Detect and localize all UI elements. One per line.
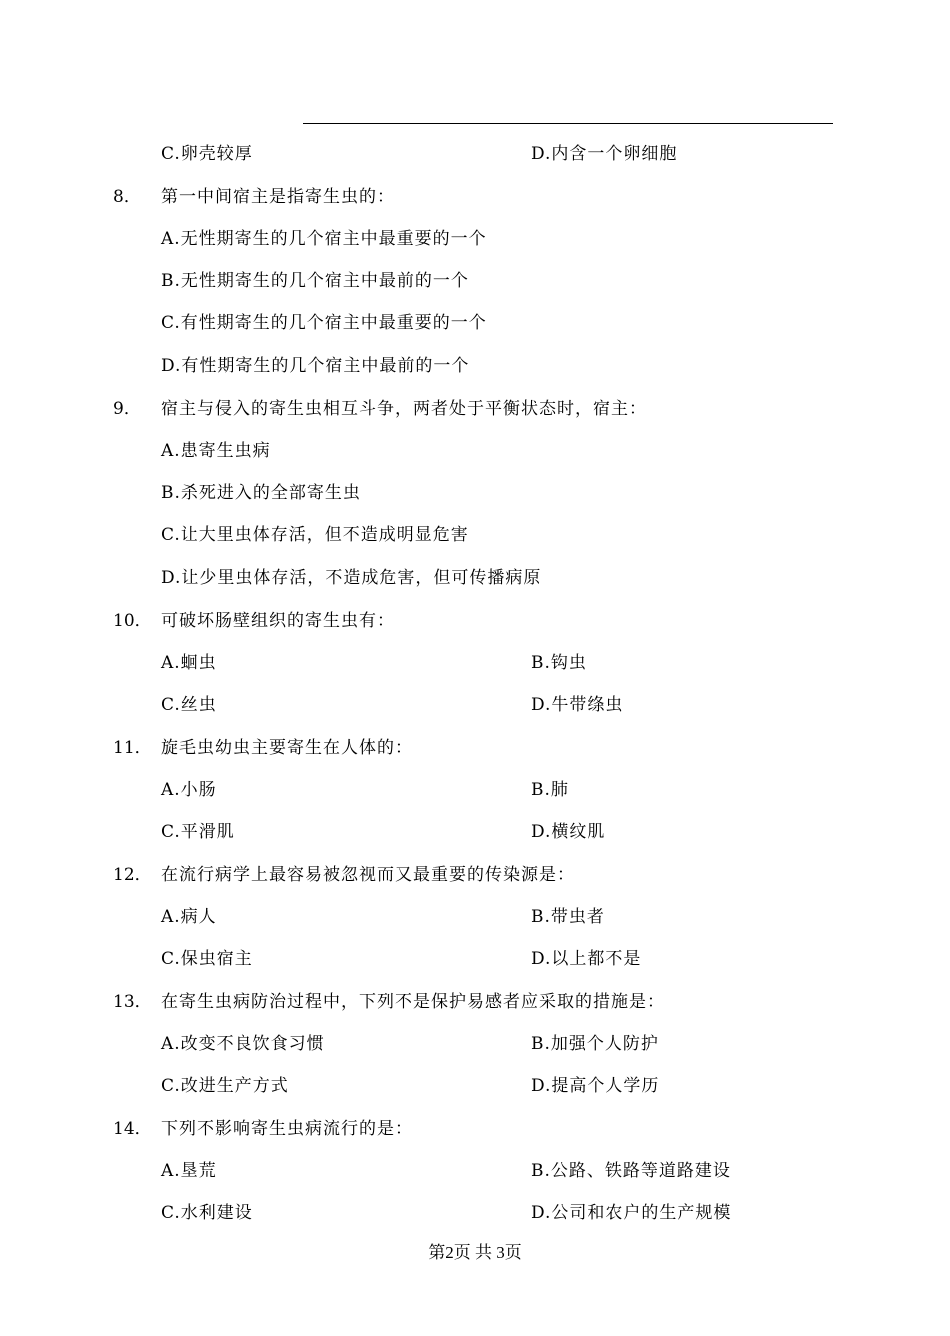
q11-stem: 旋毛虫幼虫主要寄生在人体的： bbox=[161, 738, 413, 758]
q7-option-d: D.内含一个卵细胞 bbox=[531, 144, 678, 164]
q10-number: 10． bbox=[113, 611, 152, 631]
q12-number: 12． bbox=[113, 865, 152, 885]
q14-option-a: A.垦荒 bbox=[161, 1161, 217, 1181]
q13-stem: 在寄生虫病防治过程中，下列不是保护易感者应采取的措施是： bbox=[161, 992, 665, 1012]
q14-option-c: C.水利建设 bbox=[161, 1203, 253, 1223]
q11-option-d: D.横纹肌 bbox=[531, 822, 606, 842]
page-footer: 第2页 共 3页 bbox=[428, 1243, 522, 1262]
q8-option-a: A.无性期寄生的几个宿主中最重要的一个 bbox=[161, 229, 487, 249]
q9-option-a: A.患寄生虫病 bbox=[161, 441, 271, 461]
q12-option-d: D.以上都不是 bbox=[531, 949, 642, 969]
q11-option-b: B.肺 bbox=[531, 780, 569, 800]
q11-option-a: A.小肠 bbox=[161, 780, 217, 800]
q14-option-b: B.公路、铁路等道路建设 bbox=[531, 1161, 731, 1181]
q10-stem: 可破坏肠壁组织的寄生虫有： bbox=[161, 611, 395, 631]
q13-option-d: D.提高个人学历 bbox=[531, 1076, 660, 1096]
q12-option-b: B.带虫者 bbox=[531, 907, 605, 927]
q8-number: 8． bbox=[113, 187, 141, 207]
q8-stem: 第一中间宿主是指寄生虫的： bbox=[161, 187, 395, 207]
q7-option-c: C.卵壳较厚 bbox=[161, 144, 253, 164]
q13-option-c: C.改进生产方式 bbox=[161, 1076, 289, 1096]
q9-option-b: B.杀死进入的全部寄生虫 bbox=[161, 483, 361, 503]
q12-option-a: A.病人 bbox=[161, 907, 217, 927]
q11-number: 11． bbox=[113, 738, 152, 758]
q11-option-c: C.平滑肌 bbox=[161, 822, 235, 842]
q14-stem: 下列不影响寄生虫病流行的是： bbox=[161, 1119, 413, 1139]
q10-option-c: C.丝虫 bbox=[161, 695, 217, 715]
q8-option-b: B.无性期寄生的几个宿主中最前的一个 bbox=[161, 271, 469, 291]
q13-option-b: B.加强个人防护 bbox=[531, 1034, 659, 1054]
q10-option-d: D.牛带绦虫 bbox=[531, 695, 624, 715]
q12-option-c: C.保虫宿主 bbox=[161, 949, 253, 969]
q13-option-a: A.改变不良饮食习惯 bbox=[161, 1034, 325, 1054]
q9-option-c: C.让大里虫体存活，但不造成明显危害 bbox=[161, 525, 469, 545]
q12-stem: 在流行病学上最容易被忽视而又最重要的传染源是： bbox=[161, 865, 575, 885]
q10-option-b: B.钩虫 bbox=[531, 653, 587, 673]
header-rule bbox=[303, 123, 833, 124]
q14-number: 14． bbox=[113, 1119, 152, 1139]
q9-number: 9． bbox=[113, 399, 141, 419]
q9-option-d: D.让少里虫体存活，不造成危害，但可传播病原 bbox=[161, 568, 542, 588]
q8-option-c: C.有性期寄生的几个宿主中最重要的一个 bbox=[161, 313, 487, 333]
q10-option-a: A.蛔虫 bbox=[161, 653, 217, 673]
q9-stem: 宿主与侵入的寄生虫相互斗争，两者处于平衡状态时，宿主： bbox=[161, 399, 647, 419]
q13-number: 13． bbox=[113, 992, 152, 1012]
q14-option-d: D.公司和农户的生产规模 bbox=[531, 1203, 732, 1223]
q8-option-d: D.有性期寄生的几个宿主中最前的一个 bbox=[161, 356, 470, 376]
